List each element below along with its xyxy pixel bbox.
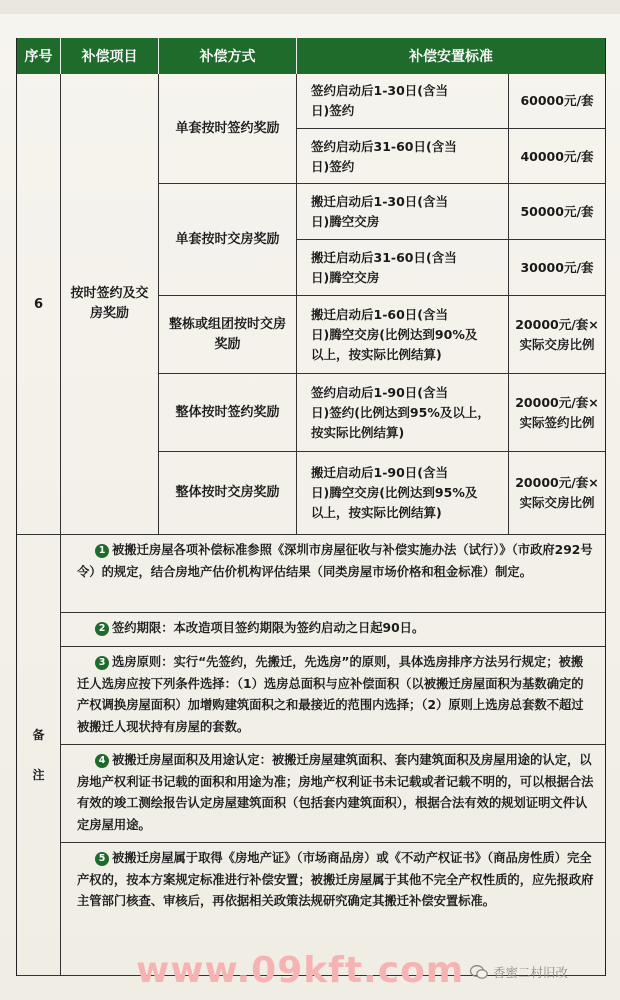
notes-section	[17, 535, 605, 976]
condition-cell: 签约启动后1-90日(含当 日)签约(比例达到95%及以上， 按实际比例结算)	[297, 374, 509, 452]
header-item: 补偿项目	[61, 38, 159, 74]
amount-cell: 40000元/套	[520, 148, 594, 164]
condition-cell: 签约启动后31-60日(含当 日)签约	[297, 129, 509, 184]
method-cell: 单套按时签约奖励	[159, 74, 297, 183]
header-no: 序号	[17, 38, 61, 74]
condition-cell: 搬迁启动后1-60日(含当 日)腾空交房(比例达到90%及 以上，按实际比例结算)	[297, 296, 509, 374]
note-item: 4 被搬迁房屋面积及用途认定：被搬迁房屋建筑面积、套内建筑面积及房屋用途的认定，以房地产权利证书记载的面积和用途为准；房地产权利证书未记载或者记载不明的，可以根据合法有效的竣工测绘报告认定房屋建筑面积（包括套内建筑面积），根据合法有效的规划证明文件认定房屋用途。	[61, 745, 605, 843]
amount-cell: 20000元/套× 实际交房比例	[515, 475, 599, 510]
header-method: 补偿方式	[159, 38, 297, 74]
wechat-source	[470, 963, 568, 981]
condition-cell: 签约启动后1-30日(含当 日)签约	[297, 74, 509, 128]
row-item: 按时签约及交房奖励	[61, 74, 159, 534]
sub-row	[297, 452, 605, 534]
compensation-table	[16, 38, 606, 976]
note-number-icon: 2	[95, 622, 109, 636]
notes-label: 备 注	[17, 535, 61, 975]
sub-row	[297, 184, 605, 240]
method-cell: 整栋或组团按时交房奖励	[159, 296, 297, 373]
sub-row	[297, 129, 605, 184]
condition-cell: 搬迁启动后31-60日(含当 日)腾空交房	[297, 240, 509, 296]
table-body	[17, 74, 605, 535]
header-standard: 补偿安置标准	[409, 49, 493, 65]
condition-cell: 搬迁启动后1-30日(含当 日)腾空交房	[297, 184, 509, 239]
amount-cell: 20000元/套× 实际交房比例	[515, 317, 599, 352]
note-number-icon: 1	[95, 544, 109, 558]
wechat-icon	[470, 965, 488, 980]
sub-row	[297, 74, 605, 129]
sub-row	[297, 240, 605, 296]
table-header	[17, 38, 605, 74]
top-edge	[0, 0, 620, 14]
amount-cell: 60000元/套	[520, 93, 594, 108]
row-number: 6	[17, 74, 61, 534]
method-row	[159, 74, 605, 184]
method-row	[159, 374, 605, 452]
method-cell: 单套按时交房奖励	[159, 184, 297, 295]
note-item: 3 选房原则：实行“先签约，先搬迁，先选房”的原则，具体选房排序方法另行规定；被搬迁人选房应按下列条件选择：（1）选房总面积与应补偿面积（以被搬迁房屋面积为基数确定的产权调换房屋面积）加增购建筑面积之和最接近的范围内选择；（2）原则上选房总套数不超过被搬迁人现状持有房屋的套数。	[61, 647, 605, 745]
amount-cell: 30000元/套	[520, 260, 594, 275]
method-cell: 整体按时签约奖励	[159, 374, 297, 451]
amount-cell: 20000元/套× 实际签约比例	[515, 395, 599, 430]
method-row	[159, 296, 605, 374]
sub-row	[297, 296, 605, 374]
note-number-icon: 3	[95, 656, 109, 670]
note-item: 2 签约期限：本改造项目签约期限为签约启动之日起90日。	[61, 613, 605, 647]
method-row	[159, 184, 605, 296]
amount-cell: 50000元/套	[520, 203, 594, 219]
site-watermark: www.09kft.com	[136, 950, 465, 991]
method-cell: 整体按时交房奖励	[159, 452, 297, 534]
condition-cell: 搬迁启动后1-90日(含当 日)腾空交房(比例达到95%及 以上，按实际比例结算)	[297, 452, 509, 534]
note-item: 1 被搬迁房屋各项补偿标准参照《深圳市房屋征收与补偿实施办法（试行）》（市政府292号令）的规定，结合房地产估价机构评估结果（同类房屋市场价格和租金标准）制定。	[61, 535, 605, 613]
method-row	[159, 452, 605, 534]
sub-row	[297, 374, 605, 452]
note-number-icon: 5	[95, 852, 109, 866]
note-number-icon: 4	[95, 754, 109, 768]
note-item: 5 被搬迁房屋属于取得《房地产证》（市场商品房）或《不动产权证书》（商品房性质）完全产权的，按本方案规定标准进行补偿安置；被搬迁房屋属于其他不完全产权性质的，应先报政府主管部门核查、审核后，再依据相关政策法规研究确定其搬迁补偿安置标准。	[77, 851, 594, 908]
wechat-account-name: 香蜜二村旧改	[493, 965, 569, 980]
